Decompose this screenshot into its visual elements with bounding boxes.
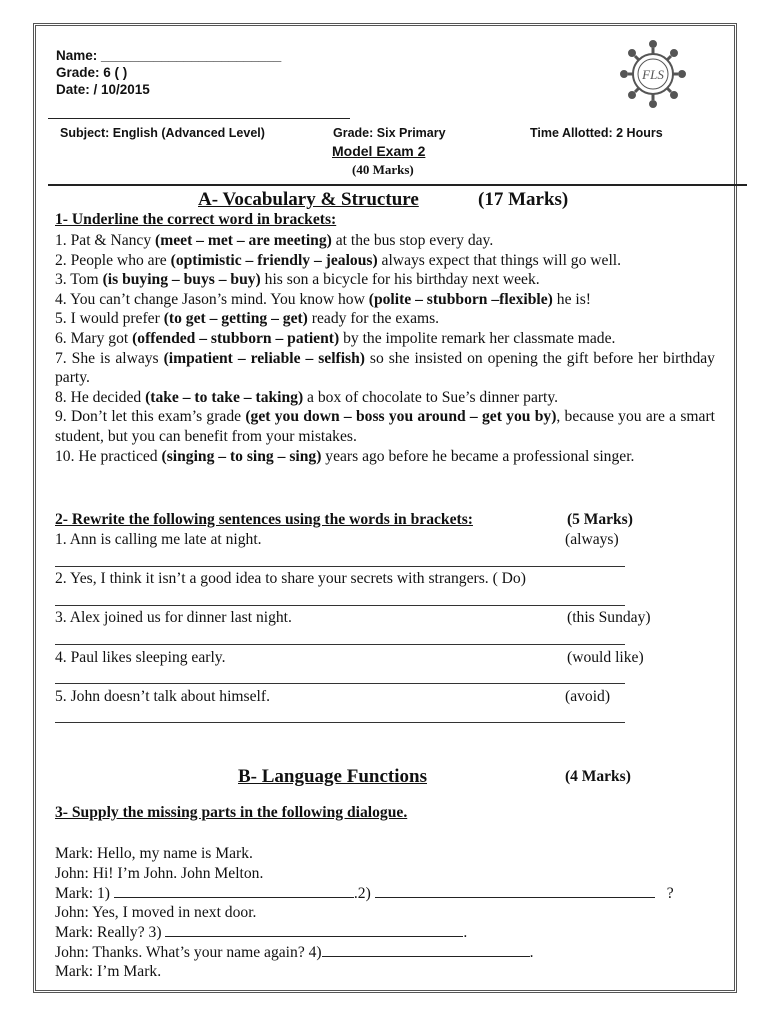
q1-item: 2. People who are (optimistic – friendly – jealous) always expect that things will go well.	[55, 251, 622, 269]
dialogue-line: Mark: 1) .2) ?	[55, 885, 674, 903]
exam-title: Model Exam 2	[332, 143, 426, 159]
header-divider	[48, 118, 350, 119]
q1-item: 1. Pat & Nancy (meet – met – are meeting) at the bus stop every day.	[55, 232, 494, 249]
dialogue-line: Mark: Hello, my name is Mark.	[55, 845, 253, 862]
answer-blank[interactable]	[165, 922, 463, 937]
q2-hint: (would like)	[567, 649, 644, 666]
q1-item: 5. I would prefer (to get – getting – get) ready for the exams.	[55, 310, 440, 328]
grade-label: Grade: 6 ( )	[56, 65, 128, 80]
answer-line[interactable]	[55, 605, 625, 606]
dialogue-line: John: Yes, I moved in next door.	[55, 903, 257, 921]
name-label: Name: ________________________	[56, 48, 282, 63]
q2-hint: (avoid)	[565, 688, 611, 705]
q1-item: 9. Don’t let this exam’s grade (get you down – boss you around – get you by), because you are a smart student, but you can benefit from your mistakes.	[55, 408, 715, 445]
school-logo-icon	[620, 38, 686, 108]
section-a-marks: (17 Marks)	[478, 189, 569, 210]
q1-item: 7. She is always (impatient – reliable – selfish) so she insisted on opening the gift before her birthday party.	[55, 349, 715, 387]
q1-item: 4. You can’t change Jason’s mind. You know how (polite – stubborn –flexible) he is!	[55, 290, 591, 308]
answer-line[interactable]	[55, 566, 625, 567]
q2-sentence: 4. Paul likes sleeping early.	[55, 649, 226, 666]
q2-sentence: 1. Ann is calling me late at night.	[55, 531, 262, 548]
logo-text: FLS	[642, 67, 664, 82]
grade-primary-label: Grade: Six Primary	[333, 126, 446, 140]
answer-blank[interactable]	[322, 942, 530, 957]
q2-title: 2- Rewrite the following sentences using the words in brackets:	[55, 511, 473, 528]
answer-line[interactable]	[55, 644, 625, 645]
q2-hint: (always)	[565, 531, 619, 548]
time-allotted-label: Time Allotted: 2 Hours	[530, 126, 663, 140]
total-marks: (40 Marks)	[352, 162, 414, 177]
section-a-title: A- Vocabulary & Structure	[198, 189, 419, 210]
q2-sentence: 5. John doesn’t talk about himself.	[55, 688, 270, 705]
q2-sentence: 3. Alex joined us for dinner last night.	[55, 609, 292, 626]
answer-line[interactable]	[55, 683, 625, 684]
dialogue-line: John: Thanks. What’s your name again? 4) .	[55, 944, 534, 961]
dialogue-line: John: Hi! I’m John. John Melton.	[55, 864, 264, 882]
q1-item: 8. He decided (take – to take – taking) a box of chocolate to Sue’s dinner party.	[55, 388, 559, 406]
date-label: Date: / 10/2015	[56, 82, 150, 97]
subject-label: Subject: English (Advanced Level)	[60, 126, 265, 140]
section-divider	[48, 184, 747, 186]
q1-item: 6. Mary got (offended – stubborn – patient) by the impolite remark her classmate made.	[55, 330, 616, 347]
q2-hint: (this Sunday)	[567, 609, 651, 626]
section-b-title: B- Language Functions	[238, 766, 427, 787]
q2-marks: (5 Marks)	[567, 511, 633, 528]
answer-blank[interactable]	[375, 883, 655, 898]
q1-item: 10. He practiced (singing – to sing – sing) years ago before he became a professional singer.	[55, 447, 635, 465]
q1-item: 3. Tom (is buying – buys – buy) his son a bicycle for his birthday next week.	[55, 271, 540, 289]
section-b-marks: (4 Marks)	[565, 768, 631, 785]
q1-title: 1- Underline the correct word in brackets:	[55, 211, 337, 228]
answer-line[interactable]	[55, 722, 625, 723]
dialogue-line: Mark: I’m Mark.	[55, 962, 162, 980]
dialogue-line: Mark: Really? 3) .	[55, 924, 468, 942]
q2-sentence: 2. Yes, I think it isn’t a good idea to share your secrets with strangers. ( Do)	[55, 570, 526, 587]
q3-title: 3- Supply the missing parts in the following dialogue.	[55, 804, 408, 821]
answer-blank[interactable]	[114, 883, 354, 898]
